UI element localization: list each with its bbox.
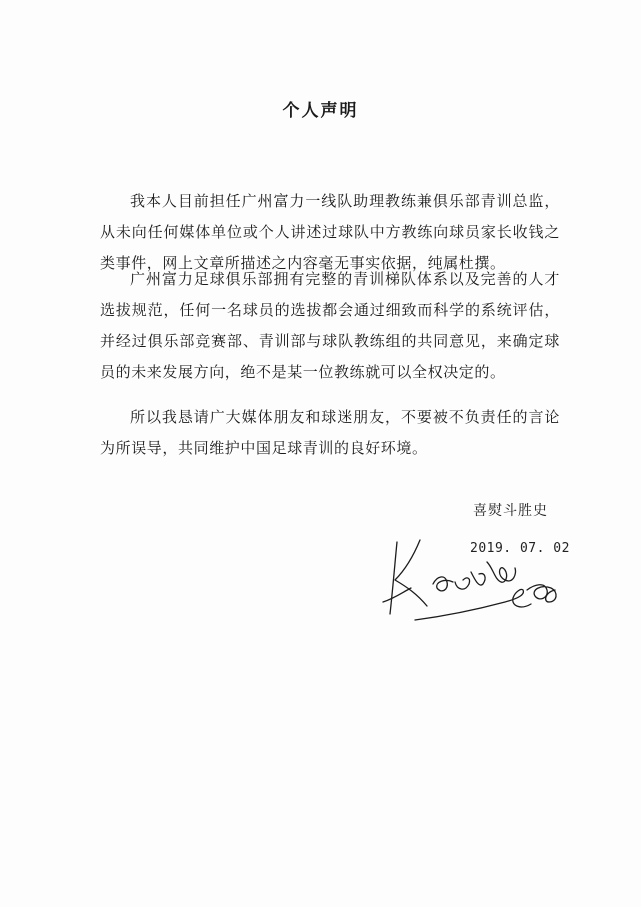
signer-name: 喜熨斗胜史 xyxy=(473,503,548,519)
paragraph-1: 我本人目前担任广州富力一线队助理教练兼俱乐部青训总监，从未向任何媒体单位或个人讲述过球队中方教练向球员家长收钱之类事件，网上文章所描述之内容毫无事实依据，纯属杜撰。 xyxy=(100,192,560,272)
signature-date: 2019. 07. 02 xyxy=(470,541,570,556)
document-title: 个人声明 xyxy=(282,101,359,121)
paragraph-2: 广州富力足球俱乐部拥有完整的青训梯队体系以及完善的人才选拔规范，任何一名球员的选拔都会通过细致而科学的系统评估，并经过俱乐部竞赛部、青训部与球队教练组的共同意见，来确定球员的未来发展方向，绝不是某一位教练就可以全权决定的。 xyxy=(100,270,560,381)
paragraph-3: 所以我恳请广大媒体朋友和球迷朋友，不要被不负责任的言论为所误导，共同维护中国足球青训的良好环境。 xyxy=(100,408,560,457)
